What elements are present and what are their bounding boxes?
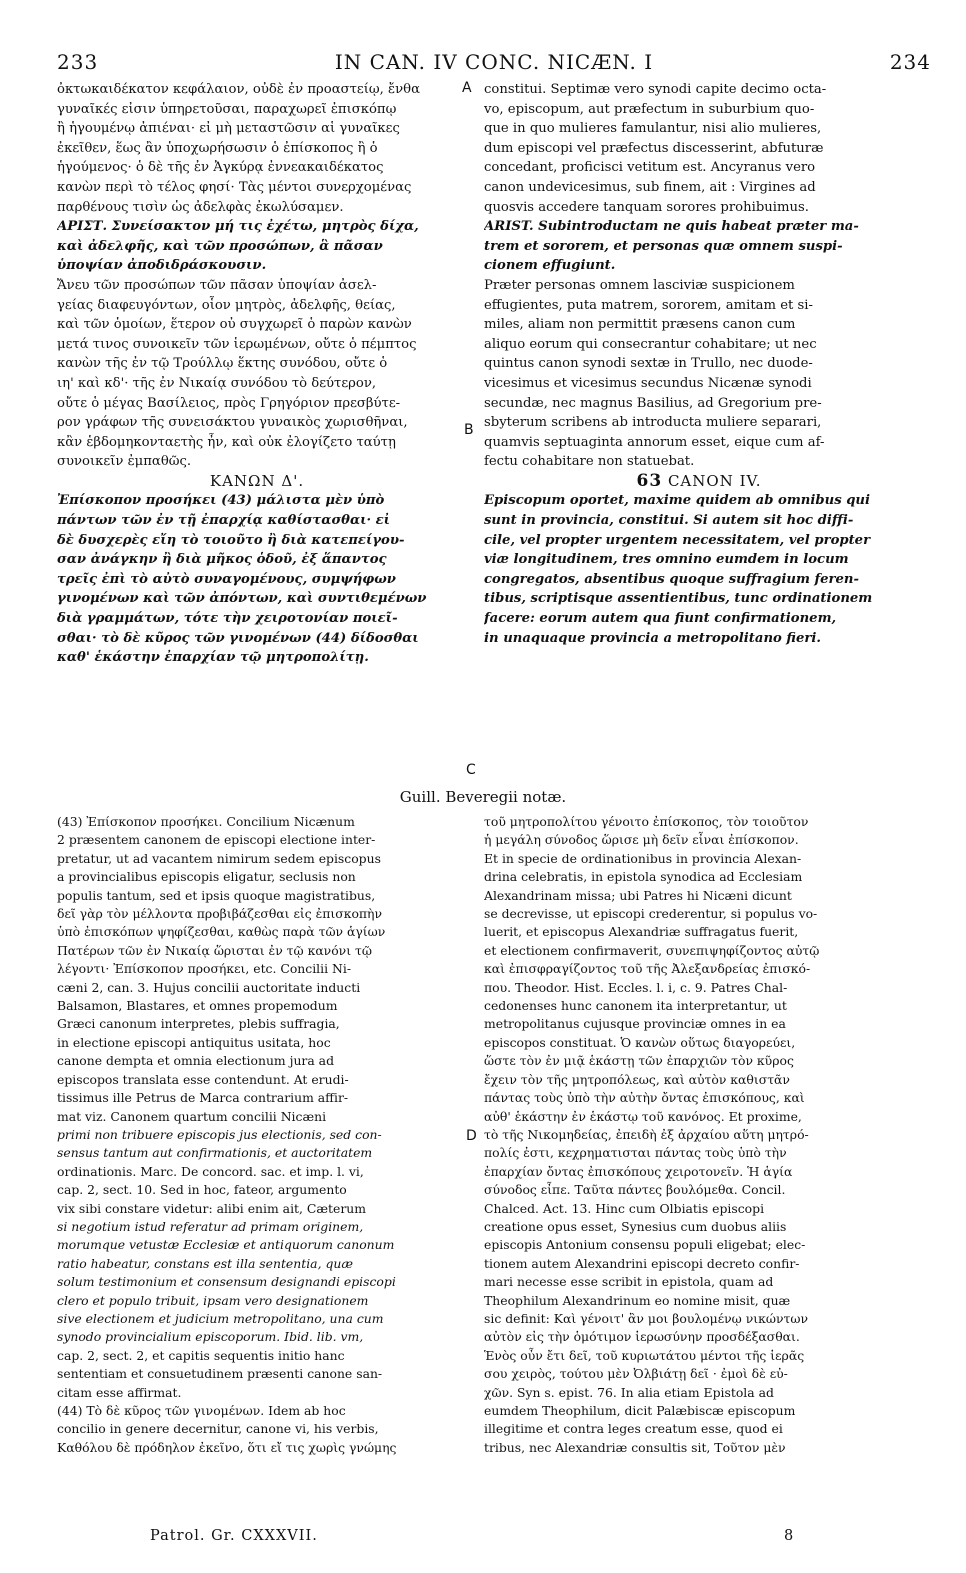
text-line	[57, 1439, 462, 1457]
line-text: synodo provincialium episcoporum. Ibid. lib. vm,	[57, 1329, 364, 1345]
line-text: Theophilum Alexandrinum eo nomine misit, quæ	[484, 1292, 791, 1308]
text-line	[484, 997, 914, 1015]
line-text: sunt in provincia, constitui. Si autem sit hoc diffi-	[484, 513, 854, 529]
page-number-right: 234	[889, 50, 931, 74]
text-line	[57, 158, 457, 178]
line-text: quosvis accedere tanquam sorores prohibuimus.	[484, 199, 809, 215]
line-text: quamvis septuaginta annorum esset, eique cum af-	[484, 434, 825, 450]
text-line	[484, 609, 914, 629]
line-text: σθαι· τὸ δὲ κῦρος τῶν γινομένων (44) δίδοσθαι	[57, 630, 419, 646]
text-line	[57, 413, 457, 433]
text-line	[57, 942, 462, 960]
text-line	[484, 1365, 914, 1383]
text-line	[57, 511, 457, 531]
line-text: τρεῖς ἐπὶ τὸ αὐτὸ συναγομένους, συμψήφων	[57, 571, 396, 587]
text-line	[484, 1034, 914, 1052]
line-text: πολίς ἐστι, κεχρηματισται πάντας τοὺς ὑπὸ τὴν	[484, 1145, 787, 1161]
line-text: σου χειρὸς, τούτου μὲν Ὀλβιάτῃ δεῖ · ἐμοὶ δὲ εὐ-	[484, 1366, 788, 1382]
line-text: λέγοντι· Ἐπίσκοπον προσήκει, etc. Concilii Ni-	[57, 961, 352, 977]
text-line	[484, 178, 914, 198]
text-line	[484, 831, 914, 849]
text-line	[484, 1402, 914, 1420]
text-line	[57, 1052, 462, 1070]
text-line	[57, 296, 457, 316]
line-text: ΚΑΝΩΝ Δ'.	[209, 471, 305, 490]
text-line	[484, 100, 914, 120]
line-text: Græci canonum interpretes, plebis suffragia,	[57, 1016, 340, 1032]
text-line	[484, 923, 914, 941]
line-text: clero et populo tribuit, ipsam vero designationem	[57, 1292, 369, 1308]
line-text: secundæ, nec magnus Basilius, ad Gregorium pre-	[484, 395, 822, 411]
text-line	[484, 1439, 914, 1457]
line-text: congregatos, absentibus quoque suffragium feren-	[484, 571, 859, 587]
text-line	[484, 1255, 914, 1273]
text-line	[57, 119, 457, 139]
line-text: sensus tantum aut confirmationis, et auctoritatem	[57, 1145, 373, 1161]
line-text: viæ longitudinem, tres omnino eumdem in locum	[484, 552, 849, 568]
line-text: καὶ ἀδελφῆς, καὶ τῶν προσώπων, ἃ πᾶσαν	[57, 238, 383, 254]
line-text: in unaquaque provincia a metropolitano fieri.	[484, 630, 821, 646]
margin-letter-b: B	[464, 422, 474, 438]
text-line	[57, 1255, 462, 1273]
line-text: que in quo mulieres famulantur, nisi alio mulieres,	[484, 121, 822, 137]
line-text: se decrevisse, ut episcopi crederentur, si populus vo-	[484, 906, 818, 922]
text-line	[484, 905, 914, 923]
line-text: σαν ἀνάγκην ἢ διὰ μῆκος ὁδοῦ, ἐξ ἅπαντος	[57, 552, 387, 568]
line-text: concilio in genere decernitur, canone vi, his verbis,	[57, 1421, 379, 1437]
line-text: αὐθ' ἑκάστην ἐν ἑκάστῳ τοῦ κανόνος. Et proxime,	[484, 1108, 802, 1124]
line-text: miles, aliam non permittit præsens canon cum	[484, 317, 796, 333]
text-line	[484, 1384, 914, 1402]
line-text: Præter personas omnem lasciviæ suspicionem	[484, 277, 795, 293]
text-line	[57, 850, 462, 868]
text-line	[484, 1144, 914, 1162]
text-line	[57, 550, 457, 570]
text-line	[57, 354, 457, 374]
line-text: ratio habeatur, constans est illa sententia, quæ	[57, 1255, 354, 1271]
line-text: creatione opus esset, Synesius cum duobus aliis	[484, 1218, 787, 1234]
line-text: cæni 2, can. 3. Hujus concilii auctoritate inducti	[57, 979, 361, 995]
line-text: quintus canon synodi sextæ in Trullo, nec duode-	[484, 356, 813, 372]
text-line	[484, 394, 914, 414]
line-text: luerit, et episcopus Alexandriæ suffragatus fuerit,	[484, 924, 799, 940]
line-text: cap. 2, sect. 10. Sed in hoc, fateor, argumento	[57, 1182, 347, 1198]
line-text: sive electionem et judicium metropolitano, una cum	[57, 1310, 384, 1326]
line-text: morumque vetustæ Ecclesiæ et antiquorum canonum	[57, 1237, 395, 1253]
marginal-number: 63	[636, 471, 663, 491]
text-line	[57, 1089, 462, 1107]
text-line	[484, 868, 914, 886]
text-line	[484, 1310, 914, 1328]
text-line	[57, 570, 457, 590]
text-line	[57, 648, 457, 668]
text-line	[484, 570, 914, 590]
text-line	[57, 100, 457, 120]
text-line	[484, 1273, 914, 1291]
text-line	[57, 178, 457, 198]
text-line	[57, 198, 457, 218]
line-text: τὸ τῆς Νικομηδείας, ἐπειδὴ ἐξ ἀρχαίου αὕτη μητρό-	[484, 1126, 809, 1142]
text-line	[484, 158, 914, 178]
line-text: 2 præsentem canonem de episcopi electione inter-	[57, 832, 376, 848]
text-line	[484, 511, 914, 531]
line-text: concedant, proficisci vetitum est. Ancyranus vero	[484, 160, 816, 176]
text-line	[484, 80, 914, 100]
text-line	[484, 850, 914, 868]
text-line	[484, 374, 914, 394]
line-text: Ἑνὸς οὖν ἔτι δεῖ, τοῦ κυριωτάτου μέντοι τῆς ἱερᾶς	[484, 1347, 805, 1363]
line-text: ρον γράφων τῆς συνεισάκτου γυναικὸς χωρισθῆναι,	[57, 415, 408, 431]
text-line	[57, 905, 462, 923]
text-line	[484, 1236, 914, 1254]
text-line	[57, 831, 462, 849]
line-text: dum episcopi vel præfectus discesserint, abfuturæ	[484, 140, 824, 156]
line-text: κἂν ἑβδομηκονταετὴς ἦν, καὶ οὐκ ἐλογίζετο ταύτῃ	[57, 434, 396, 450]
line-text: δὲ δυσχερὲς εἴη τὸ τοιοῦτο ἢ διὰ κατεπείγου-	[57, 532, 405, 548]
margin-letter-c: C	[466, 762, 476, 778]
text-line	[57, 1181, 462, 1199]
text-line	[484, 452, 914, 472]
line-text: episcopis Antonium consensu populi eligebat; elec-	[484, 1237, 806, 1253]
footer-signature: 8	[784, 1528, 795, 1544]
line-text: ιη' καὶ κδ'· τῆς ἐν Νικαίᾳ συνόδου τὸ δεύτερον,	[57, 375, 377, 391]
line-text: καθ' ἑκάστην ἐπαρχίαν τῷ μητροπολίτῃ.	[57, 650, 369, 666]
line-text: καὶ τῶν ὁμοίων, ἕτερον οὐ συγχωρεῖ ὁ παρὼν κανὼν	[57, 317, 412, 333]
text-line	[484, 119, 914, 139]
text-line	[484, 1052, 914, 1070]
text-line	[57, 609, 457, 629]
line-text: ὀκτωκαιδέκατον κεφάλαιον, οὐδὲ ἐν προαστείῳ, ἔνθα	[57, 82, 420, 97]
line-text: Chalced. Act. 13. Hinc cum Olbiatis episcopi	[484, 1200, 765, 1216]
text-line	[484, 1200, 914, 1218]
line-text: et electionem confirmaverit, συνεπιψηφίζοντος αὐτῷ	[484, 942, 820, 958]
line-text: Balsamon, Blastares, et omnes propemodum	[57, 998, 338, 1014]
notes-left-column	[57, 813, 462, 1523]
text-line	[484, 1328, 914, 1346]
line-text: cedonenses hunc canonem ita interpretantur, ut	[484, 998, 787, 1014]
text-line	[57, 1236, 462, 1254]
line-text: ὑποψίαν ἀποδιδράσκουσιν.	[57, 258, 267, 274]
text-line	[484, 433, 914, 453]
notes-right-column	[484, 813, 914, 1523]
line-text: τοῦ μητροπολίτου γένοιτο ἐπίσκοπος, τὸν τοιοῦτον	[484, 814, 809, 829]
text-line	[484, 589, 914, 609]
line-text: ἐπαρχίαν ὄντας ἐπισκόπους χειροτονεῖν. Ἡ ἁγία	[484, 1163, 793, 1179]
text-line	[484, 942, 914, 960]
running-header	[57, 50, 931, 76]
canon-heading	[484, 472, 914, 492]
latin-text-column	[484, 80, 914, 785]
line-text: (44) Τὸ δὲ κῦρος τῶν γινομένων. Idem ab hoc	[57, 1403, 346, 1418]
line-text: CANON IV.	[667, 471, 762, 490]
line-text: καὶ ἐπισφραγίζοντος τοῦ τῆς Ἀλεξανδρείας ἐπισκό-	[484, 961, 811, 977]
line-text: ὑπὸ ἐπισκόπων ψηφίζεσθαι, καθὼς παρὰ τῶν ἁγίων	[57, 924, 386, 940]
text-line	[484, 1015, 914, 1033]
text-line	[484, 550, 914, 570]
line-text: sbyterum scribens ab introducta muliere separari,	[484, 415, 822, 431]
text-line	[484, 1292, 914, 1310]
footer-series-title: Patrol. Gr. CXXXVII.	[150, 1528, 318, 1544]
text-line	[57, 887, 462, 905]
text-line	[484, 1126, 914, 1144]
line-text: Alexandrinam missa; ubi Patres hi Nicæni dicunt	[484, 887, 792, 903]
text-line	[57, 1273, 462, 1291]
line-text: παρθένους τισὶν ὡς ἀδελφὰς ἐκωλύσαμεν.	[57, 199, 344, 215]
line-text: Episcopum oportet, maxime quidem ab omnibus qui	[484, 493, 871, 509]
text-line	[57, 1292, 462, 1310]
line-text: aliquo eorum qui consecrantur cohabitare; ut nec	[484, 336, 817, 352]
line-text: μετά τινος συνοικεῖν τῶν ἱερωμένων, οὔτε ὁ πέμπτος	[57, 336, 417, 352]
text-line	[57, 1034, 462, 1052]
line-text: eumdem Theophilum, dicit Palæbiscæ episcopum	[484, 1403, 796, 1418]
line-text: cap. 2, sect. 2, et capitis sequentis initio hanc	[57, 1347, 345, 1363]
text-line	[57, 1402, 462, 1420]
line-text: drina celebratis, in epistola synodica ad Ecclesiam	[484, 869, 803, 885]
text-line	[484, 491, 914, 511]
line-text: Καθόλου δὲ πρόδηλον ἐκεῖνο, ὅτι εἴ τις χωρὶς γνώμης	[57, 1439, 397, 1455]
line-text: canone dempta et omnia electionum jura ad	[57, 1053, 335, 1069]
line-text: ἐκεῖθεν, ἕως ἂν ὑποχωρήσωσιν ὁ ἐπίσκοπος ἢ ὁ	[57, 140, 378, 156]
line-text: αὐτὸν εἰς τὴν ὁμότιμον ἱερωσύνην προσδέξασθαι.	[484, 1329, 800, 1345]
line-text: fectu cohabitare non statuebat.	[484, 454, 695, 470]
line-text: vicesimus et vicesimus secundus Nicænæ synodi	[484, 375, 812, 391]
line-text: Ἐπίσκοπον προσήκει (43) μάλιστα μὲν ὑπὸ	[57, 493, 385, 509]
text-line	[57, 452, 457, 472]
text-line	[57, 979, 462, 997]
line-text: cile, vel propter urgentem necessitatem, vel propter	[484, 532, 871, 548]
text-line	[57, 394, 457, 414]
line-text: ὥστε τὸν ἐν μιᾷ ἑκάστῃ τῶν ἐπαρχιῶν τὸν κῦρος	[484, 1053, 794, 1069]
line-text: διὰ γραμμάτων, τότε τὴν χειροτονίαν ποιεῖ-	[57, 611, 398, 627]
text-line	[484, 315, 914, 335]
text-line	[484, 217, 914, 237]
line-text: δεῖ γὰρ τὸν μέλλοντα προβιβάζεσθαι εἰς ἐπισκοπὴν	[57, 906, 383, 922]
text-line	[57, 589, 457, 609]
text-line	[484, 960, 914, 978]
line-text: γινομένων καὶ τῶν ἀπόντων, καὶ συντιθεμένων	[57, 591, 427, 607]
text-line	[484, 1420, 914, 1438]
line-text: συνοικεῖν ἐμπαθῶς.	[57, 454, 192, 470]
text-line	[484, 276, 914, 296]
line-text: κανὼν περὶ τὸ τέλος φησί· Τὰς μέντοι συνερχομένας	[57, 179, 412, 195]
text-line	[57, 491, 457, 511]
text-line	[57, 923, 462, 941]
text-line	[57, 1144, 462, 1162]
text-line	[57, 813, 462, 831]
line-text: primi non tribuere episcopis jus electionis, sed con-	[57, 1126, 382, 1142]
line-text: tibus, scriptisque assentientibus, tunc ordinationem	[484, 591, 873, 607]
text-line	[57, 1218, 462, 1236]
margin-letter-d: D	[466, 1128, 477, 1144]
line-text: ἡγούμενος· ὁ δὲ τῆς ἐν Ἀγκύρᾳ ἐννεακαιδέκατος	[57, 160, 384, 176]
page-number-left: 233	[57, 50, 99, 74]
line-text: Πατέρων τῶν ἐν Νικαίᾳ ὥρισται ἐν τῷ κανόνι τῷ	[57, 942, 372, 958]
text-line	[57, 960, 462, 978]
text-line	[484, 887, 914, 905]
text-line	[484, 1108, 914, 1126]
line-text: mat viz. Canonem quartum concilii Nicæni	[57, 1108, 327, 1124]
line-text: sententiam et consuetudinem præsenti canone san-	[57, 1366, 383, 1382]
text-line	[484, 629, 914, 649]
line-text: in electione episcopi antiquitus usitata, hoc	[57, 1034, 331, 1050]
text-line	[57, 335, 457, 355]
running-title: IN CAN. IV CONC. NICÆN. I	[334, 50, 654, 74]
line-text: που. Theodor. Hist. Eccles. l. i, c. 9. Patres Chal-	[484, 979, 788, 995]
line-text: a provincialibus episcopis eligatur, seclusis non	[57, 869, 356, 885]
text-line	[484, 1163, 914, 1181]
margin-letter-a: A	[462, 80, 472, 96]
text-line	[57, 276, 457, 296]
text-line	[57, 256, 457, 276]
line-text: ΑΡΙΣΤ. Συνείσακτον μή τις ἐχέτω, μητρὸς δίχα,	[57, 219, 419, 235]
text-line	[57, 1015, 462, 1033]
text-line	[57, 1310, 462, 1328]
text-line	[57, 1365, 462, 1383]
line-text: mari necesse esse scribit in epistola, quam ad	[484, 1274, 774, 1290]
line-text: illegitime et contra leges creatum esse, quod ei	[484, 1421, 783, 1437]
text-line	[484, 354, 914, 374]
text-line	[484, 813, 914, 831]
text-line	[57, 1108, 462, 1126]
text-line	[57, 1328, 462, 1346]
text-line	[57, 1384, 462, 1402]
text-line	[484, 531, 914, 551]
text-line	[484, 1089, 914, 1107]
text-line	[484, 1181, 914, 1199]
line-text: πάντας τοὺς ὑπὸ τὴν αὐτὴν ὄντας ἐπισκόπους, καὶ	[484, 1090, 805, 1106]
line-text: cionem effugiunt.	[484, 258, 616, 274]
text-line	[484, 413, 914, 433]
text-line	[484, 256, 914, 276]
text-line	[57, 1200, 462, 1218]
text-line	[484, 198, 914, 218]
line-text: canon undevicesimus, sub finem, ait : Virgines ad	[484, 179, 816, 195]
text-line	[484, 139, 914, 159]
line-text: πάντων τῶν ἐν τῇ ἐπαρχίᾳ καθίστασθαι· εἰ	[57, 513, 391, 529]
text-line	[57, 531, 457, 551]
line-text: ἔχειν τὸν τῆς μητροπόλεως, καὶ αὐτὸν καθιστᾶν	[484, 1071, 790, 1087]
line-text: (43) Ἐπίσκοπον προσήκει. Concilium Nicænum	[57, 814, 355, 829]
line-text: sic definit: Καὶ γένοιτ' ἂν μοι βουλομένῳ νικώντων	[484, 1310, 808, 1326]
text-line	[57, 997, 462, 1015]
text-line	[484, 1071, 914, 1089]
text-line	[57, 217, 457, 237]
text-line	[484, 296, 914, 316]
text-line	[57, 80, 457, 100]
line-text: κανὼν τῆς ἐν τῷ Τρούλλῳ ἕκτης συνόδου, οὔτε ὁ	[57, 356, 388, 372]
line-text: tionem autem Alexandrini episcopi decreto confir-	[484, 1255, 800, 1271]
line-text: ordinationis. Marc. De concord. sac. et imp. l. vi,	[57, 1163, 364, 1179]
line-text: Et in specie de ordinationibus in provincia Alexan-	[484, 850, 802, 866]
canon-heading	[57, 472, 457, 492]
text-line	[484, 237, 914, 257]
text-line	[57, 1126, 462, 1144]
line-text: vix sibi constare videtur: alibi enim ait, Cæterum	[57, 1200, 366, 1216]
line-text: ἡ μεγάλη σύνοδος ὥρισε μὴ δεῖν εἶναι ἐπίσκοπον.	[484, 832, 799, 848]
line-text: Ἄνευ τῶν προσώπων τῶν πᾶσαν ὑποψίαν ἀσελ-	[57, 277, 377, 293]
line-text: metropolitanus cujusque provinciæ omnes in ea	[484, 1016, 786, 1032]
text-line	[57, 1420, 462, 1438]
text-line	[57, 139, 457, 159]
line-text: vo, episcopum, aut præfectum in suburbium quo-	[484, 101, 815, 117]
line-text: tribus, nec Alexandriæ consultis sit, Τοῦτον μὲν	[484, 1439, 786, 1455]
notes-title: Guill. Beveregii notæ.	[399, 788, 567, 806]
line-text: facere: eorum autem qua fiunt confirmationem,	[484, 611, 837, 627]
line-text: γυναῖκές εἰσιν ὑπηρετοῦσαι, παραχωρεῖ ἐπισκόπῳ	[57, 101, 397, 117]
line-text: populis tantum, sed et ipsis quoque magistratibus,	[57, 887, 376, 903]
line-text: σύνοδος εἶπε. Ταῦτα πάντες βουλόμεθα. Concil.	[484, 1182, 786, 1198]
line-text: χῶν. Syn s. epist. 76. In alia etiam Epistola ad	[484, 1384, 774, 1400]
line-text: effugientes, puta matrem, sororem, amitam et si-	[484, 297, 813, 313]
text-line	[57, 1163, 462, 1181]
text-line	[484, 1347, 914, 1365]
line-text: ARIST. Subintroductam ne quis habeat præter ma-	[484, 219, 859, 235]
line-text: citam esse affirmat.	[57, 1384, 182, 1400]
text-line	[57, 374, 457, 394]
line-text: tissimus ille Petrus de Marca contrarium affir-	[57, 1090, 349, 1106]
text-line	[57, 1071, 462, 1089]
line-text: constitui. Septimæ vero synodi capite decimo octa-	[484, 82, 827, 97]
greek-text-column	[57, 80, 457, 785]
text-line	[57, 237, 457, 257]
line-text: si negotium istud referatur ad primam originem,	[57, 1218, 364, 1234]
line-text: ἢ ἡγουμένῳ ἀπιέναι· εἰ μὴ μεταστῶσιν αἱ γυναῖκες	[57, 121, 400, 137]
line-text: trem et sororem, et personas quæ omnem suspi-	[484, 238, 843, 254]
line-text: οὔτε ὁ μέγας Βασίλειος, πρὸς Γρηγόριον πρεσβύτε-	[57, 395, 401, 411]
text-line	[57, 433, 457, 453]
text-line	[57, 629, 457, 649]
text-line	[57, 315, 457, 335]
line-text: episcopos translata esse contendunt. At erudi-	[57, 1071, 349, 1087]
line-text: episcopos constituat. Ὁ κανὼν οὕτως διαγορεύει,	[484, 1034, 796, 1050]
text-line	[484, 979, 914, 997]
line-text: pretatur, ut ad vacantem nimirum sedem episcopus	[57, 850, 381, 866]
line-text: γείας διαφευγόντων, οἷον μητρὸς, ἀδελφῆς, θείας,	[57, 297, 396, 313]
text-line	[57, 868, 462, 886]
text-line	[484, 1218, 914, 1236]
text-line	[484, 335, 914, 355]
text-line	[57, 1347, 462, 1365]
line-text: solum testimonium et consensum designandi episcopi	[57, 1274, 396, 1290]
